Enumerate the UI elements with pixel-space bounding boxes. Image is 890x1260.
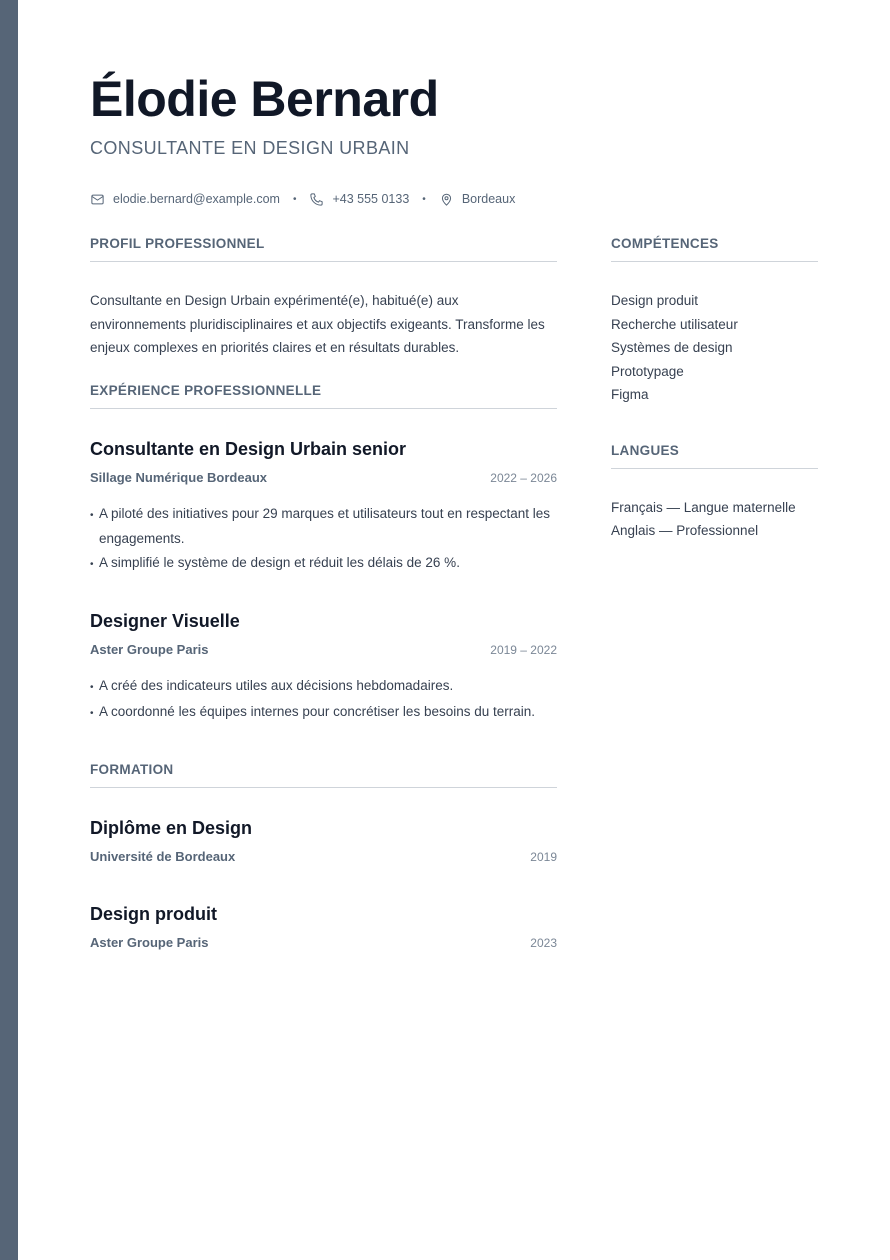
experience-section [90, 383, 557, 726]
profile-summary: Consultante en Design Urbain expérimenté(e), habitué(e) aux environnements pluridisciplinaires et aux objectifs exigeants. Transforme les enjeux complexes en priorités claires et en résultats durables. [90, 293, 545, 355]
job-bullets [90, 502, 557, 577]
contact-separator: • [422, 193, 426, 205]
skill-item: Figma [611, 387, 649, 402]
contact-email[interactable] [90, 192, 280, 207]
contact-separator: • [292, 193, 297, 205]
job-entry [90, 611, 557, 725]
job-bullet: • A simplifié le système de design et réduit les délais de 26 %. [90, 551, 557, 577]
skills-list [611, 289, 818, 407]
job-bullet: • A créé des indicateurs utiles aux décisions hebdomadaires. [90, 674, 557, 700]
section-title: EXPÉRIENCE PROFESSIONNELLE [90, 383, 557, 409]
skills-section [611, 236, 818, 407]
skill-item: Design produit [611, 293, 699, 308]
language-item: Français — Langue maternelle [611, 499, 796, 515]
skill-item: Prototypage [611, 363, 684, 379]
job-entry [90, 439, 557, 577]
contact-location-text: Bordeaux [461, 192, 516, 206]
languages-list [611, 496, 818, 543]
candidate-headline: CONSULTANTE EN DESIGN URBAIN [90, 138, 410, 158]
school-name: Université de Bordeaux [90, 849, 236, 864]
job-bullet: • A coordonné les équipes internes pour concrétiser les besoins du terrain. [90, 700, 557, 726]
location-pin-icon [439, 192, 454, 207]
education-entry [90, 818, 557, 864]
education-entry [90, 904, 557, 950]
main-column [90, 236, 557, 950]
section-title: PROFIL PROFESSIONNEL [90, 236, 557, 262]
job-company: Sillage Numérique Bordeaux [90, 469, 267, 485]
language-item: Anglais — Professionnel [611, 523, 759, 538]
skill-item: Recherche utilisateur [611, 316, 738, 332]
profile-section [90, 236, 557, 360]
candidate-name: Élodie Bernard [90, 71, 439, 127]
contact-phone-text: +43 555 0133 [332, 192, 410, 206]
education-year: 2023 [530, 936, 557, 950]
job-title: Designer Visuelle [90, 611, 240, 631]
education-year: 2019 [530, 850, 557, 864]
languages-section [611, 443, 818, 543]
contact-email-text: elodie.bernard@example.com [113, 192, 280, 206]
job-dates: 2019 – 2022 [490, 643, 557, 657]
mail-icon [90, 192, 105, 207]
contact-phone[interactable] [309, 192, 409, 207]
job-bullets [90, 674, 557, 725]
job-bullet: • A piloté des initiatives pour 29 marques et utilisateurs tout en respectant les engagements. [90, 502, 557, 551]
education-section [90, 762, 557, 950]
phone-icon [309, 192, 324, 207]
school-name: Aster Groupe Paris [90, 935, 209, 950]
degree-title: Diplôme en Design [90, 818, 253, 838]
job-company: Aster Groupe Paris [90, 642, 209, 657]
side-column [611, 236, 818, 543]
job-meta [90, 642, 557, 657]
section-title: COMPÉTENCES [611, 236, 818, 262]
degree-title: Design produit [90, 904, 217, 924]
resume-page [90, 0, 818, 1260]
education-meta [90, 935, 557, 950]
accent-side-bar [0, 0, 18, 1260]
skill-item: Systèmes de design [611, 340, 733, 355]
section-title: FORMATION [90, 762, 557, 788]
job-meta [90, 470, 557, 485]
job-title: Consultante en Design Urbain senior [90, 438, 407, 459]
job-dates: 2022 – 2026 [490, 470, 557, 485]
education-meta [90, 849, 557, 864]
contact-row [90, 190, 515, 208]
contact-location [439, 192, 516, 207]
section-title: LANGUES [611, 443, 818, 469]
